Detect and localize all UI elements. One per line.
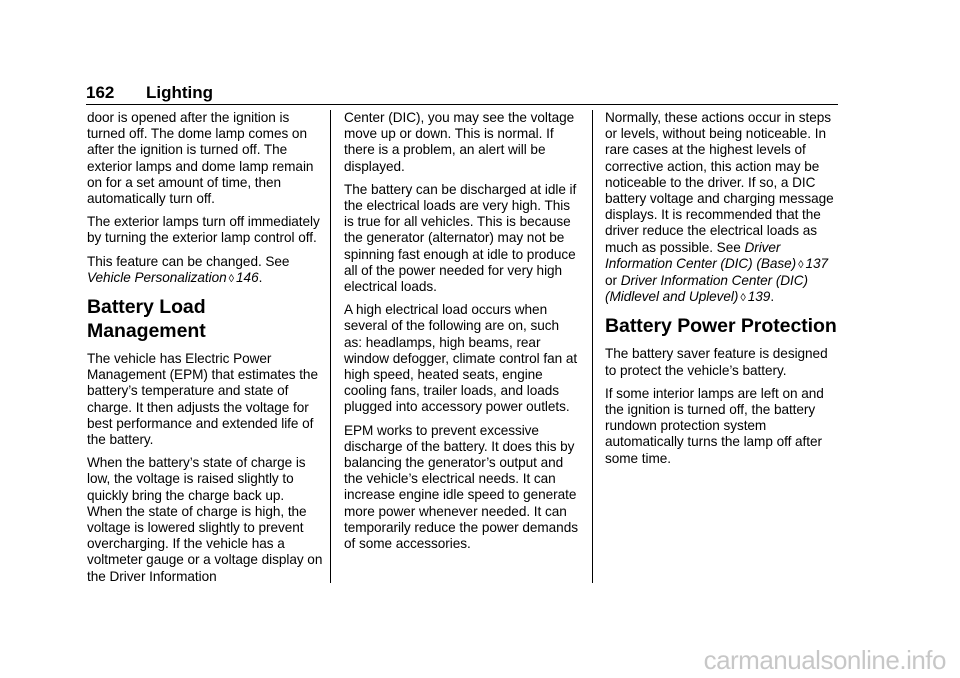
paragraph: When the battery’s state of charge is low, the voltage is raised slightly to quickly bring the charge back up. When the state of charge is high, the voltage is lowered slightly to prevent overcharging. If the vehicle has a voltmeter gauge or a voltage display on the Driver Information	[87, 455, 323, 584]
page-header	[86, 82, 838, 105]
paragraph: door is opened after the ignition is turned off. The dome lamp comes on after the ignition is turned off. The exterior lamps and dome lamp remain on for a set amount of time, then automatically turn off.	[87, 110, 314, 207]
page-reference[interactable]: 146	[236, 269, 259, 285]
column-divider	[592, 110, 593, 583]
page-ref-icon: ◊	[228, 272, 235, 285]
page-ref-icon: ◊	[798, 258, 804, 271]
section-heading: Battery Power Protection	[605, 315, 837, 338]
paragraph: EPM works to prevent excessive discharge of the battery. It does this by balancing the generator’s output and the vehicle’s electrical needs. It can increase engine idle speed to generate more power whenever needed. It can temporarily reduce the power demands of some accessories.	[344, 422, 578, 552]
section-heading: Battery Load Management	[87, 296, 206, 343]
page-ref-icon: ◊	[740, 292, 746, 305]
section-title: Lighting	[146, 83, 214, 102]
paragraph: A high electrical load occurs when several of the following are on, such as: headlamps, high beams, rear window defogger, climate control fan at high speed, heated seats, engine cooling fans, trailer loads, and loads plugged into accessory power outlets.	[344, 302, 578, 415]
column-divider	[330, 110, 331, 583]
page-number: 162	[86, 83, 115, 102]
paragraph-text: This feature can be changed. See	[87, 253, 290, 269]
paragraph-text: Normally, these actions occur in steps or levels, without being noticeable. In rare cases at the highest levels of corrective action, this action may be noticeable to the driver. If so, a DIC battery voltage and charging message displays. It is recommended that the driver reduce the electrical loads as much as possible. See	[605, 110, 834, 255]
text-column-3	[605, 110, 841, 474]
paragraph: The exterior lamps turn off immediately by turning the exterior lamp control off.	[87, 214, 320, 246]
watermark: carmanualsonline.info	[703, 645, 946, 675]
conjunction-text: or	[605, 273, 617, 289]
text-column-1	[87, 110, 323, 592]
cross-reference-link[interactable]: Driver Information Center (DIC) (Base)	[605, 239, 797, 271]
paragraph: The vehicle has Electric Power Management (EPM) that estimates the battery’s temperature and state of charge. It then adjusts the voltage for best performance and extended life of the battery.	[87, 351, 318, 448]
cross-reference-link[interactable]: Vehicle Personalization	[87, 269, 227, 285]
paragraph: The battery can be discharged at idle if the electrical loads are very high. This is true for all vehicles. This is because the generator (alternator) may not be spinning fast enough at idle to produce all of the power needed for very high electrical loads.	[344, 181, 577, 295]
text-column-2	[344, 110, 580, 559]
page-reference[interactable]: 137	[805, 255, 829, 271]
page-reference[interactable]: 139	[747, 289, 771, 305]
paragraph: Normally, these actions occur in steps or levels, without being noticeable. In rare cases at the highest levels of corrective action, this action may be noticeable to the driver. If so, a DIC battery voltage and charging message displays. It is recommended that the driver reduce the electrical loads as much as possible. See Driver Information Center (DIC) (Base) ◊ 137 or Driver Information Center (DIC) (Midlevel and Uplevel) ◊ 139.	[605, 110, 841, 306]
paragraph: This feature can be changed. See Vehicle Personalization ◊ 146.	[87, 254, 323, 287]
paragraph: If some interior lamps are left on and the ignition is turned off, the battery rundown protection system automatically turns the lamp off after some time.	[605, 385, 824, 466]
cross-reference-link[interactable]: Driver Information Center (DIC) (Midlevel and Uplevel)	[605, 273, 809, 305]
paragraph: Center (DIC), you may see the voltage move up or down. This is normal. If there is a problem, an alert will be displayed.	[344, 110, 575, 174]
paragraph: The battery saver feature is designed to protect the vehicle’s battery.	[605, 346, 828, 378]
